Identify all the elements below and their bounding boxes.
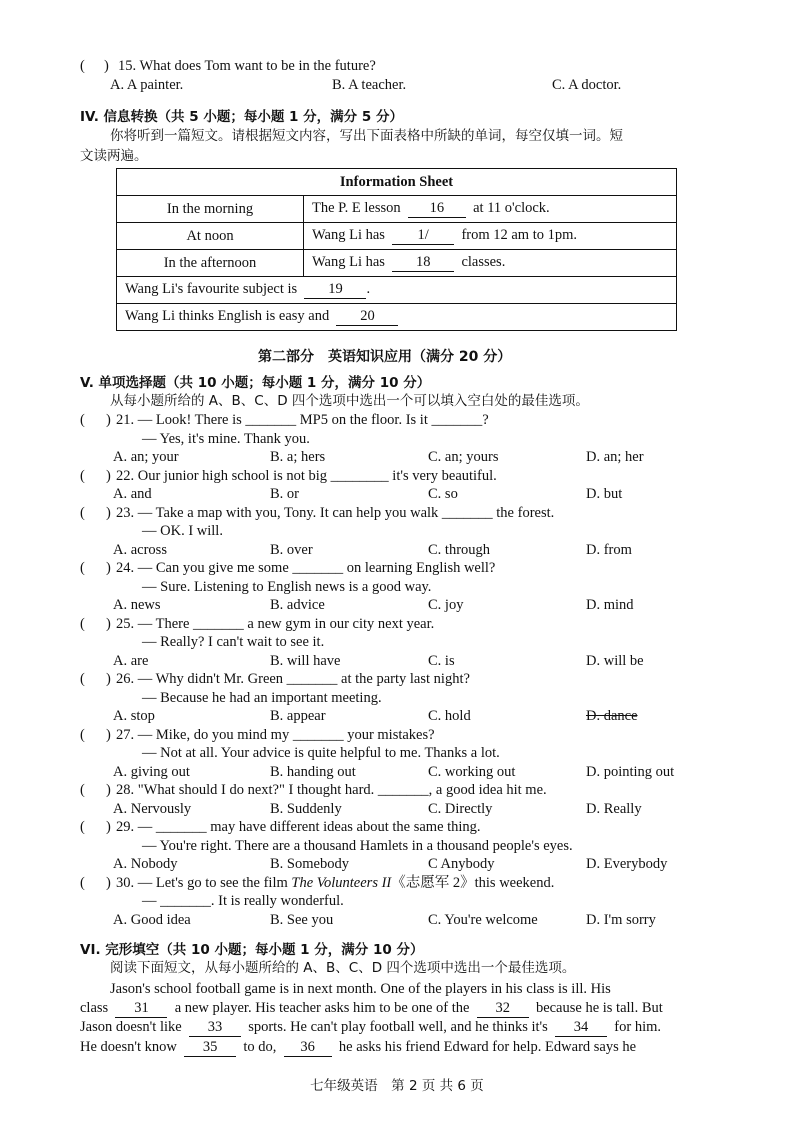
cell-text: The P. E lesson [312, 200, 401, 216]
answer-paren-close: ) [106, 504, 111, 521]
option-b: B. Suddenly [270, 800, 342, 817]
question-stem: 29. — _______ may have different ideas about the same thing. [116, 819, 481, 835]
option-c: C Anybody [428, 856, 495, 872]
blank-16[interactable]: 16 [408, 200, 466, 218]
section-5-title [80, 371, 430, 392]
table-cell-label: At noon [117, 223, 304, 250]
answer-paren-close: ) [106, 615, 111, 632]
table-cell-content [117, 304, 677, 331]
option-c: C. hold [428, 708, 471, 724]
answer-paren-close: ) [106, 874, 111, 891]
section-6-title [80, 938, 423, 959]
option-c: C. so [428, 486, 458, 502]
answer-paren-open[interactable]: ( [80, 819, 85, 835]
section-4-title [80, 105, 403, 126]
cell-text: from 12 am to 1pm. [461, 227, 578, 243]
blank-19[interactable]: 19 [304, 281, 366, 299]
option-d: D. Really [586, 800, 642, 817]
question-response-line: — _______. It is really wonderful. [142, 893, 344, 909]
option-b: B. Somebody [270, 856, 349, 872]
question-response-line: — Really? I can't wait to see it. [142, 634, 325, 650]
option-b: B. See you [270, 911, 334, 928]
table-cell-label: In the morning [117, 196, 304, 223]
table-cell-content [304, 223, 677, 250]
option-d: D. from [586, 541, 632, 558]
answer-paren-close: ) [106, 560, 111, 576]
answer-paren-open[interactable]: ( [80, 671, 85, 687]
question-response-line: — Because he had an important meeting. [142, 689, 382, 706]
question-stem: 26. — Why didn't Mr. Green _______ at the party last night? [116, 671, 470, 687]
passage-text: because he is tall. But [535, 1000, 663, 1016]
table-row [117, 304, 677, 331]
blank-18[interactable]: 18 [392, 254, 454, 272]
table-row [117, 277, 677, 304]
answer-paren-open[interactable]: ( [80, 504, 85, 521]
blank-32[interactable]: 32 [477, 999, 529, 1018]
option-c: C. A doctor. [552, 77, 622, 93]
passage-line-4 [80, 1038, 636, 1057]
answer-paren-open[interactable]: ( [80, 467, 85, 484]
passage-text: for him. [614, 1019, 662, 1035]
cell-text: Wang Li has [312, 227, 385, 243]
cell-text: . [366, 281, 371, 297]
blank-34[interactable]: 34 [555, 1018, 607, 1037]
passage-text: Jason doesn't like [80, 1019, 182, 1035]
question-stem: 22. Our junior high school is not big ________ it's very beautiful. [116, 467, 497, 484]
passage-line-3 [80, 1018, 661, 1037]
table-row [117, 196, 677, 223]
answer-paren-close: ) [106, 782, 111, 798]
passage-text: to do, [243, 1039, 277, 1055]
option-c: C. You're welcome [428, 911, 538, 928]
option-a: A. and [113, 486, 152, 502]
table-cell-content [117, 277, 677, 304]
passage-line-2 [80, 999, 663, 1018]
section-4-instruction-1: 你将听到一篇短文。请根据短文内容，写出下面表格中所缺的单词，每空仅填一词。短 [110, 128, 623, 144]
stem-text: 《志愿军 2》this weekend. [391, 874, 555, 891]
table-header: Information Sheet [117, 169, 677, 196]
option-c: C. working out [428, 763, 516, 780]
passage-line-1: Jason's school football game is in next month. One of the players in his class is ill. His [110, 981, 611, 997]
option-c: C. is [428, 652, 455, 669]
option-a: A. giving out [113, 763, 190, 780]
option-c: C. Directly [428, 800, 493, 817]
question-response-line: — Yes, it's mine. Thank you. [142, 430, 310, 447]
passage-text: a new player. His teacher asks him to be one of the [174, 1000, 470, 1016]
option-d: D. mind [586, 597, 634, 613]
option-c: C. joy [428, 597, 464, 613]
cell-text: classes. [461, 254, 506, 270]
option-b: B. a; hers [270, 449, 326, 465]
option-b: B. appear [270, 708, 326, 724]
option-c: C. an; yours [428, 449, 499, 465]
section-6-title-text: VI. 完形填空（共 10 小题；每小题 1 分，满分 10 分） [80, 942, 424, 958]
passage-text: He doesn't know [80, 1039, 177, 1055]
question-response-line: — You're right. There are a thousand Hamlets in a thousand people's eyes. [142, 837, 573, 854]
table-cell-content [304, 196, 677, 223]
blank-35[interactable]: 35 [184, 1038, 236, 1057]
option-a: A. an; your [113, 449, 179, 465]
option-b: B. advice [270, 597, 325, 613]
answer-paren-open[interactable]: ( [80, 874, 85, 891]
part-2-title: 第二部分 英语知识应用（满分 20 分） [258, 349, 512, 365]
question-response-line: — Not at all. Your advice is quite helpful to me. Thanks a lot. [142, 745, 500, 761]
option-b: B. handing out [270, 763, 356, 780]
option-a: A. Nervously [113, 800, 192, 817]
blank-17[interactable]: 1/ [392, 227, 454, 245]
option-d: D. I'm sorry [586, 911, 656, 928]
option-d: D. Everybody [586, 856, 668, 872]
option-b: B. A teacher. [332, 77, 407, 93]
option-d: D. will be [586, 652, 644, 669]
answer-paren-open[interactable]: ( [80, 560, 85, 576]
cell-text: at 11 o'clock. [473, 200, 550, 216]
cell-text: Wang Li thinks English is easy and [125, 308, 330, 324]
question-text: 15. What does Tom want to be in the future? [118, 58, 376, 74]
option-d: D. an; her [586, 449, 644, 465]
section-4-instruction-2: 文读两遍。 [80, 148, 148, 164]
option-a: A. A painter. [110, 77, 184, 93]
table-cell-content [304, 250, 677, 277]
table-row [117, 250, 677, 277]
blank-36[interactable]: 36 [284, 1038, 332, 1057]
question-stem: 24. — Can you give me some _______ on learning English well? [116, 560, 496, 576]
option-d: D. pointing out [586, 763, 675, 780]
section-6-instruction: 阅读下面短文，从每小题所给的 A、B、C、D 四个选项中选出一个最佳选项。 [110, 960, 576, 976]
answer-paren-close: ) [106, 671, 111, 687]
answer-paren-open[interactable]: ( [80, 412, 85, 428]
question-stem: 27. — Mike, do you mind my _______ your mistakes? [116, 726, 435, 743]
option-a: A. across [113, 541, 167, 558]
passage-text: sports. He can't play football well, and he thinks it's [248, 1019, 548, 1035]
section-4-title-text: IV. 信息转换（共 5 小题；每小题 1 分，满分 5 分） [80, 109, 403, 125]
question-stem: 23. — Take a map with you, Tony. It can help you walk _______ the forest. [116, 504, 555, 521]
question-response-line: — Sure. Listening to English news is a good way. [142, 578, 432, 595]
answer-paren-close: ) [104, 58, 109, 74]
option-b: B. over [270, 541, 313, 558]
page-footer: 七年级英语 第 2 页 共 6 页 [310, 1078, 484, 1094]
option-d: D. dance [586, 708, 638, 724]
cell-text: Wang Li has [312, 254, 385, 270]
option-a: A. are [113, 652, 149, 669]
option-b: B. will have [270, 652, 341, 669]
blank-20[interactable]: 20 [336, 308, 398, 326]
option-a: A. Nobody [113, 856, 178, 872]
table-cell-label: In the afternoon [117, 250, 304, 277]
option-a: A. stop [113, 708, 155, 724]
question-stem: 28. "What should I do next?" I thought hard. _______, a good idea hit me. [116, 782, 547, 798]
option-d: D. but [586, 486, 623, 502]
section-5-instruction: 从每小题所给的 A、B、C、D 四个选项中选出一个可以填入空白处的最佳选项。 [110, 393, 589, 409]
blank-31[interactable]: 31 [115, 999, 167, 1018]
answer-paren-close: ) [106, 412, 111, 428]
blank-33[interactable]: 33 [189, 1018, 241, 1037]
answer-paren-close: ) [106, 467, 111, 484]
answer-paren-open[interactable]: ( [80, 615, 85, 632]
passage-text: class [80, 1000, 109, 1016]
section-5-title-text: V. 单项选择题（共 10 小题；每小题 1 分，满分 10 分） [80, 375, 431, 391]
information-sheet-table [116, 168, 677, 331]
answer-paren-close: ) [106, 819, 111, 835]
question-stem: 25. — There _______ a new gym in our city next year. [116, 615, 435, 632]
option-b: B. or [270, 486, 299, 502]
cell-text: Wang Li's favourite subject is [125, 281, 298, 297]
option-a: A. Good idea [113, 911, 191, 928]
table-row [117, 223, 677, 250]
question-response-line: — OK. I will. [142, 523, 223, 539]
film-title: The Volunteers II [291, 874, 392, 891]
question-stem [116, 874, 554, 892]
option-c: C. through [428, 541, 491, 558]
option-a: A. news [113, 597, 161, 613]
answer-paren-open[interactable]: ( [80, 726, 85, 743]
answer-paren-close: ) [106, 726, 111, 743]
passage-text: he asks his friend Edward for help. Edward says he [338, 1039, 637, 1055]
question-stem: 21. — Look! There is _______ MP5 on the floor. Is it _______? [116, 412, 489, 428]
stem-text: 30. — Let's go to see the film [116, 874, 292, 891]
answer-paren-open: ( [80, 58, 85, 74]
answer-paren-open[interactable]: ( [80, 782, 85, 798]
